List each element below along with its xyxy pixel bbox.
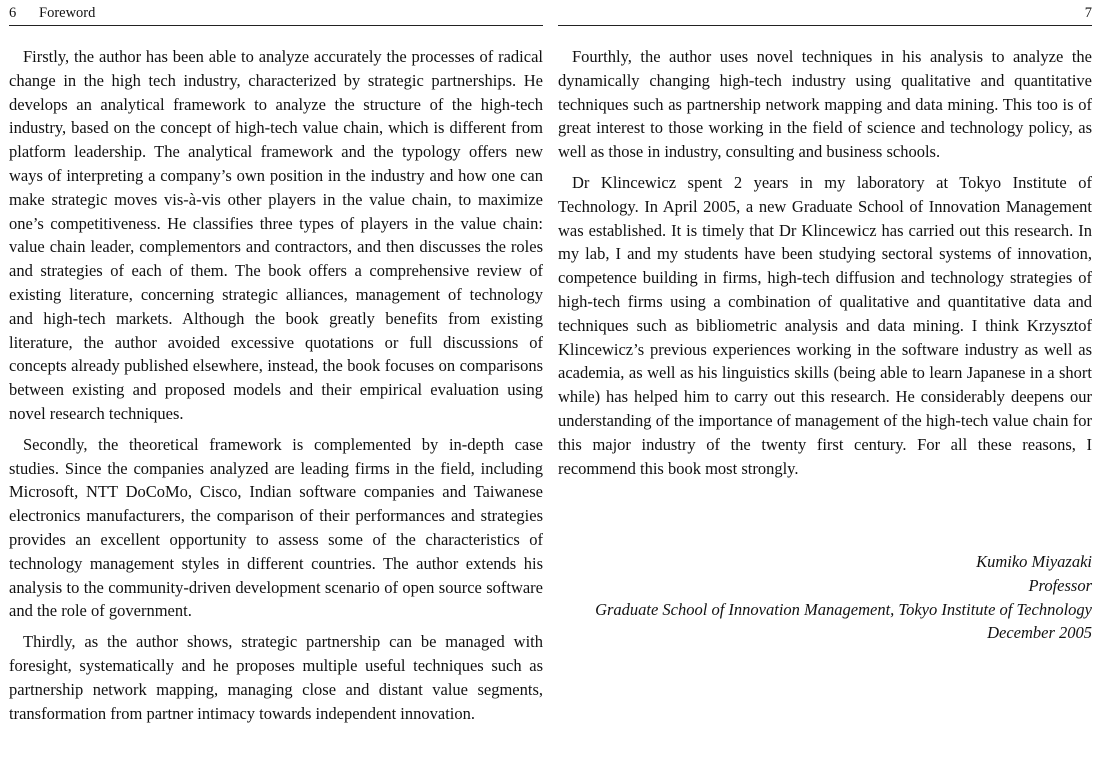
paragraph-klincewicz: Dr Klincewicz spent 2 years in my laboratory at Tokyo Institute of Technology. In April 2005, a new Graduate School of Innovation Management was established. It is timely that Dr Klincewicz has carried out this research. In my lab, I and my students have been studying sectoral systems of innovation, competence building in firms, high-tech diffusion and technology strategies of high-tech firms using a combination of qualitative and quantitative data and techniques such as bibliometric analysis and data mining. I think Krzysztof Klincewicz’s previous experiences working in the software industry as well as academia, as well as his linguistics skills (being able to learn Japanese in a short while) has helped him to carry out this research. He considerably deepens our understanding of the importance of management of the high-tech value chain for this major industry of the twenty first century. For all these reasons, I recommend this book most strongly. (558, 172, 1092, 478)
page-number-left: 6 (9, 5, 17, 21)
paragraph-secondly: Secondly, the theoretical framework is complemented by in-depth case studies. Since the companies analyzed are leading firms in the field, including Microsoft, NTT DoCoMo, Cisco, Indian software companies and Taiwanese electronics manufacturers, the comparison of their performances and strategies provides an excellent opportunity to assess some of the characteristics of technology management styles in different countries. The author extends his analysis to the community-driven development scenario of open source software and the role of government. (9, 434, 543, 621)
paragraph-fourthly: Fourthly, the author uses novel techniques in his analysis to analyze the dynamically changing high-tech industry using qualitative and quantitative techniques such as partnership network mapping and data mining. This too is of great interest to those working in the field of science and technology policy, as well as those in industry, consulting and business schools. (558, 47, 1092, 162)
left-page (9, 0, 543, 774)
running-title: Foreword (39, 5, 96, 21)
signature-title: Professor (1028, 575, 1092, 595)
page-number-right: 7 (1084, 5, 1092, 21)
signature-block (595, 550, 1092, 645)
paragraph-firstly: Firstly, the author has been able to analyze accurately the processes of radical change in the high tech industry, characterized by strategic partnerships. He develops an analytical framework to analyze the structure of the high-tech industry, based on the concept of high-tech value chain, which is different from platform leadership. The analytical framework and the typology offers new ways of interpreting a company’s own position in the industry and how one can make strategic moves vis-à-vis other players in the value chain, to maximize one’s competitiveness. He classifies three types of players in the value chain: value chain leader, complementors and contractors, and then discusses the roles and strategies of each of them. The book offers a comprehensive review of existing literature, concerning strategic alliances, management of technology and high-tech markets. Although the book greatly benefits from existing literature, the author avoided excessive quotations or full discussions of concepts already published elsewhere, instead, the book focuses on comparisons between existing and proposed models and their empirical evaluation using novel research techniques. (9, 47, 543, 423)
signature-date: December 2005 (987, 623, 1092, 643)
signature-name: Kumiko Miyazaki (976, 552, 1092, 571)
right-page (558, 0, 1092, 774)
running-header-left (9, 3, 543, 26)
left-page-body (9, 45, 543, 732)
paragraph-thirdly: Thirdly, as the author shows, strategic partnership can be managed with foresight, systematically and he proposes multiple useful techniques such as partnership network mapping, managing close and distant value segments, transformation from partner intimacy towards independent innovation. (9, 632, 543, 723)
right-page-body (558, 45, 1092, 487)
signature-affiliation: Graduate School of Innovation Management, Tokyo Institute of Technology (595, 599, 1092, 619)
running-header-right (558, 3, 1092, 26)
